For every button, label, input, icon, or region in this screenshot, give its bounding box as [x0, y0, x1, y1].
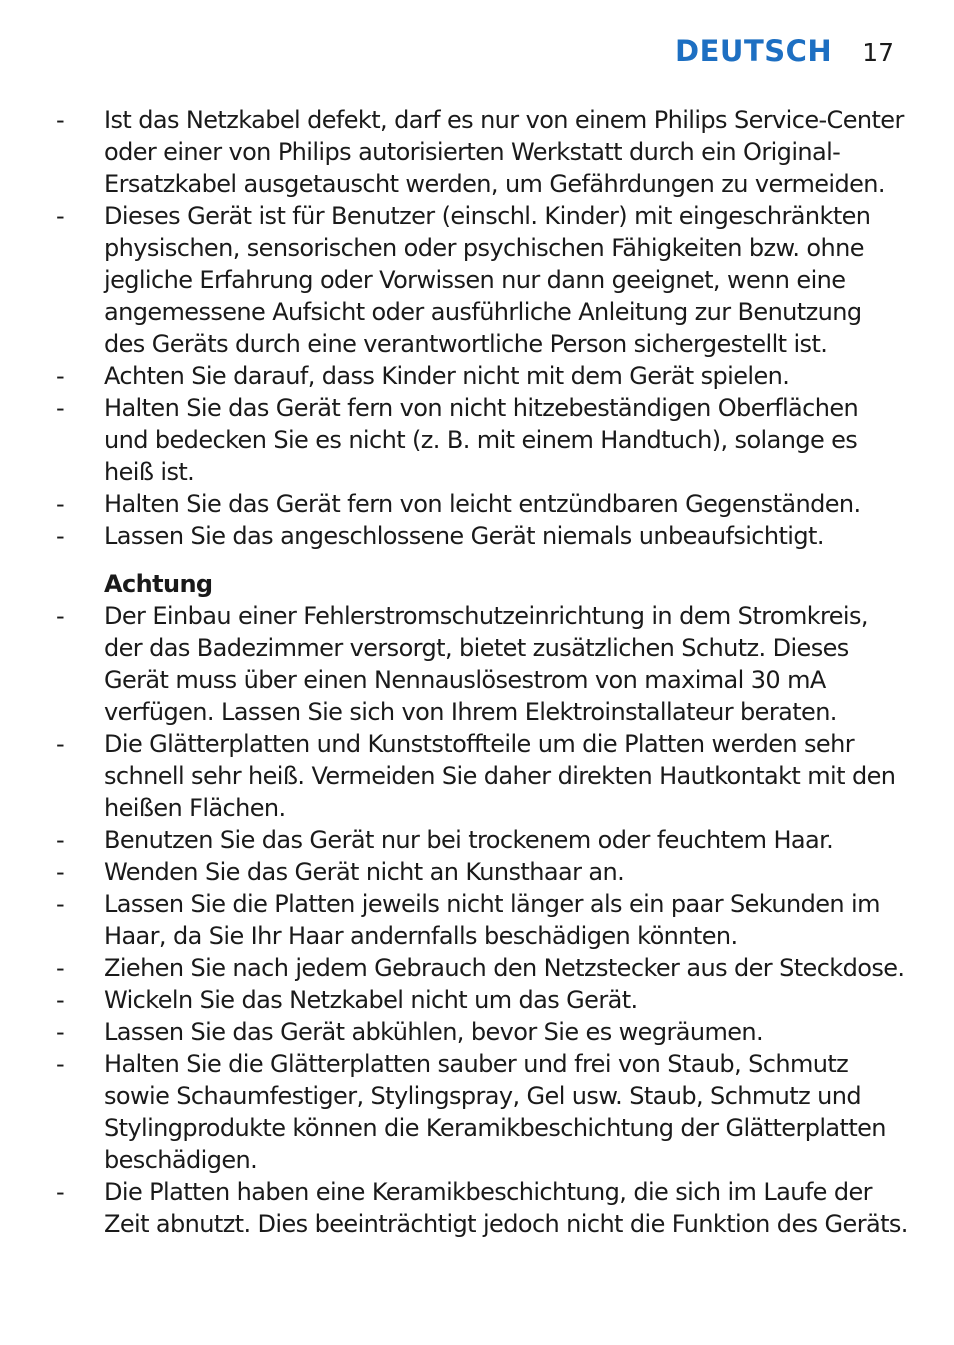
page-number: 17: [862, 38, 894, 67]
list-item: - Lassen Sie die Platten jeweils nicht länger als ein paar Sekunden im Haar, da Sie Ihr Haar andernfalls beschädigen könnten.: [56, 890, 880, 950]
list-item: - Die Glätterplatten und Kunststoffteile um die Platten werden sehr schnell sehr heiß. Vermeiden Sie daher direkten Hautkontakt mit den heißen Flächen.: [56, 730, 896, 822]
language-label: DEUTSCH: [675, 34, 833, 68]
page-header: [675, 34, 894, 68]
list-item: - Ist das Netzkabel defekt, darf es nur von einem Philips Service-Center oder einer von Philips autorisierten Werkstatt durch ein Original-Ersatzkabel ausgetauscht werden, um Gefährdungen zu vermeiden.: [56, 106, 904, 198]
list-item: - Halten Sie das Gerät fern von nicht hitzebeständigen Oberflächen und bedecken Sie es nicht (z. B. mit einem Handtuch), solange es heiß ist.: [56, 394, 859, 486]
section-heading: Achtung: [104, 570, 213, 598]
caution-list: [56, 600, 908, 1240]
list-item: - Achten Sie darauf, dass Kinder nicht mit dem Gerät spielen.: [56, 362, 790, 390]
list-item: - Die Platten haben eine Keramikbeschichtung, die sich im Laufe der Zeit abnutzt. Dies beeinträchtigt jedoch nicht die Funktion des Geräts.: [56, 1178, 908, 1238]
list-item: - Dieses Gerät ist für Benutzer (einschl. Kinder) mit eingeschränkten physischen, sensorischen oder psychischen Fähigkeiten bzw. ohne jegliche Erfahrung oder Vorwissen nur dann geeignet, wenn eine angemessene Aufsicht oder ausführliche Anleitung zur Benutzung des Geräts durch eine verantwortliche Person sichergestellt ist.: [56, 202, 871, 358]
list-item: - Halten Sie die Glätterplatten sauber und frei von Staub, Schmutz sowie Schaumfestiger, Stylingspray, Gel usw. Staub, Schmutz und Stylingprodukte können die Keramikbeschichtung der Glätterplatten beschädigen.: [56, 1050, 886, 1174]
list-item: - Wenden Sie das Gerät nicht an Kunsthaar an.: [56, 858, 625, 886]
page-body: [56, 104, 908, 1240]
safety-list: [56, 104, 908, 552]
list-item: - Lassen Sie das angeschlossene Gerät niemals unbeaufsichtigt.: [56, 522, 824, 550]
list-item: - Wickeln Sie das Netzkabel nicht um das Gerät.: [56, 986, 638, 1014]
list-item: - Der Einbau einer Fehlerstromschutzeinrichtung in dem Stromkreis, der das Badezimmer versorgt, bietet zusätzlichen Schutz. Dieses Gerät muss über einen Nennauslösestrom von maximal 30 mA verfügen. Lassen Sie sich von Ihrem Elektroinstallateur beraten.: [56, 602, 868, 726]
list-item: - Halten Sie das Gerät fern von leicht entzündbaren Gegenständen.: [56, 490, 861, 518]
list-item: - Ziehen Sie nach jedem Gebrauch den Netzstecker aus der Steckdose.: [56, 954, 905, 982]
list-item: - Lassen Sie das Gerät abkühlen, bevor Sie es wegräumen.: [56, 1018, 764, 1046]
list-item: - Benutzen Sie das Gerät nur bei trockenem oder feuchtem Haar.: [56, 826, 834, 854]
